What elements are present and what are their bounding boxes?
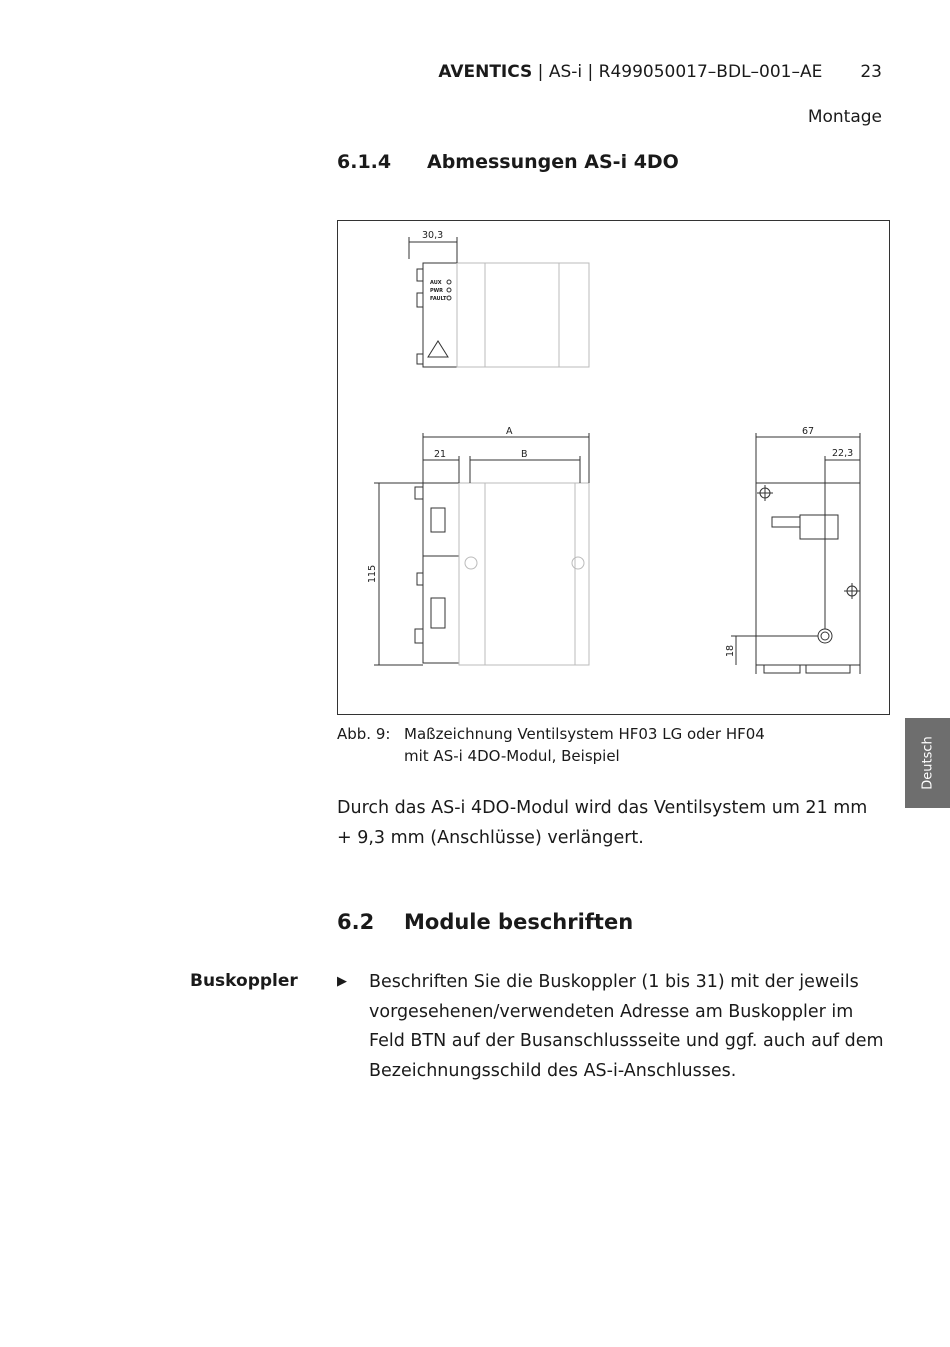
header-separator: |	[532, 62, 549, 82]
header-doc-number: R499050017–BDL–001–AE	[598, 62, 823, 82]
section-number: 6.2	[337, 910, 375, 934]
page-number: 23	[860, 62, 882, 82]
header-section-name: Montage	[807, 107, 882, 127]
top-view-module	[423, 263, 457, 367]
side-view-module	[423, 483, 459, 663]
dimension-drawing-figure	[337, 220, 890, 715]
dim-30-3: 30,3	[422, 230, 444, 241]
dim-22-3: 22,3	[832, 448, 854, 459]
section-number: 6.1.4	[337, 151, 392, 173]
language-tab	[905, 718, 950, 808]
dim-b: B	[521, 449, 528, 460]
caption-line-2: mit AS-i 4DO-Modul, Beispiel	[404, 747, 620, 765]
section-heading-614	[337, 151, 679, 173]
end-view-outline	[756, 483, 860, 665]
dim-21: 21	[434, 449, 447, 460]
instruction-text: Beschriften Sie die Buskoppler (1 bis 31) mit der jeweils vorgesehenen/verwendeten Adresse am Buskoppler im Feld BTN auf der Busanschlussseite und ggf. auch auf dem Bezeichnungsschild des AS-i-Anschlusses.	[369, 972, 884, 1081]
section-title: Abmessungen AS-i 4DO	[427, 151, 679, 173]
body-paragraph: Durch das AS-i 4DO-Modul wird das Ventilsystem um 21 mm + 9,3 mm (Anschlüsse) verlängert.	[337, 798, 868, 848]
dimension-drawing	[338, 221, 891, 716]
header-separator: |	[582, 62, 599, 82]
language-tab-label: Deutsch	[920, 736, 935, 790]
header-product: AS-i	[548, 62, 583, 82]
led-label-aux: AUX	[430, 280, 442, 286]
dim-115: 115	[367, 564, 378, 583]
section-heading-62	[337, 910, 634, 934]
bullet-arrow-icon: ▶	[337, 974, 347, 989]
section-title: Module beschriften	[404, 910, 634, 934]
led-label-fault: FAULT	[430, 296, 447, 302]
dim-18: 18	[725, 644, 736, 657]
margin-label: Buskoppler	[190, 971, 298, 991]
caption-line-1: Maßzeichnung Ventilsystem HF03 LG oder HF04	[404, 725, 765, 743]
caption-label: Abb. 9:	[337, 725, 391, 743]
header-brand: AVENTICS	[438, 62, 533, 82]
running-header	[438, 62, 882, 82]
led-label-pwr: PWR	[430, 288, 444, 294]
dim-a: A	[506, 426, 513, 437]
dim-67: 67	[802, 426, 815, 437]
warning-triangle	[428, 341, 448, 357]
